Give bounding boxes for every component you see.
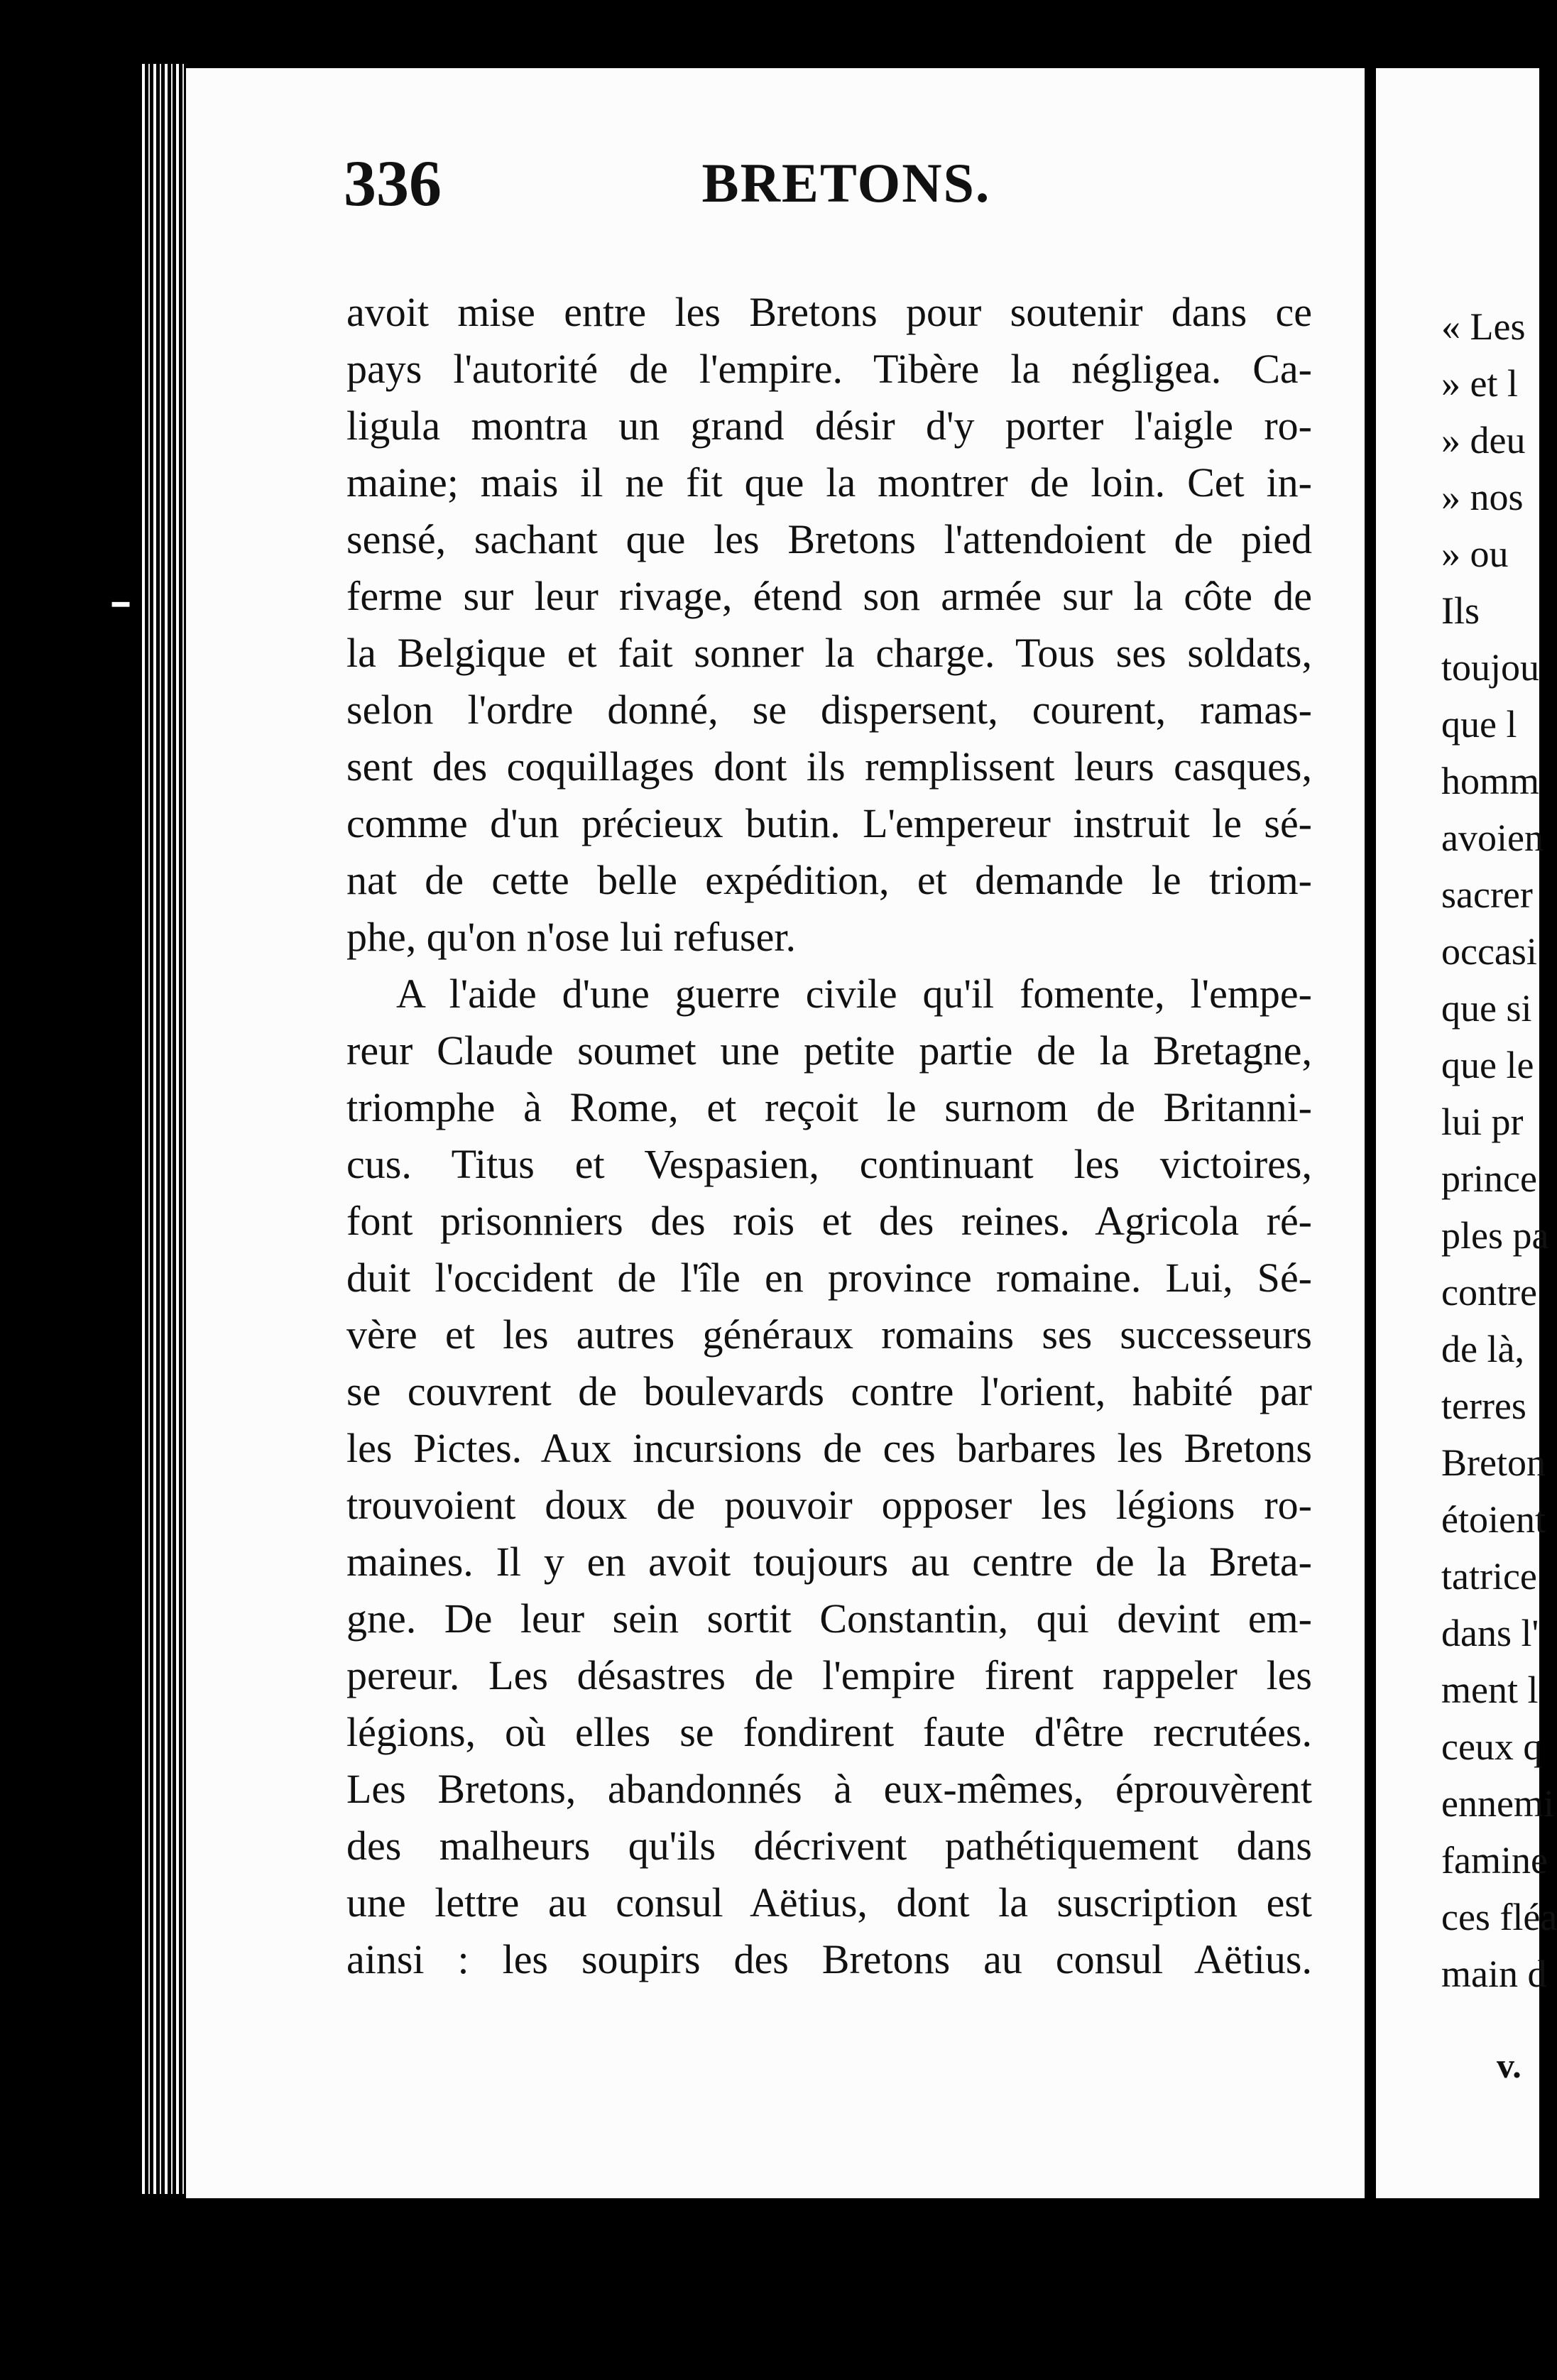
right-page-text [1441,298,1557,2002]
text-line: maines. Il y en avoit toujours au centre de la Breta- [346,1539,1312,1585]
right-text-line: sacrer [1441,873,1533,916]
text-line: avoit mise entre les Bretons pour soutenir dans ce [346,289,1312,335]
text-line: comme d'un précieux butin. L'empereur instruit le sé- [346,800,1312,846]
text-line: maine; mais il ne fit que la montrer de loin. Cet in- [346,459,1312,506]
text-line: trouvoient doux de pouvoir opposer les légions ro- [346,1482,1312,1528]
right-text-line: contre [1441,1271,1537,1314]
text-line: pays l'autorité de l'empire. Tibère la négligea. Ca- [346,346,1312,392]
right-text-line: ceux q [1441,1725,1543,1768]
right-text-line: » nos [1441,476,1524,518]
text-line: font prisonniers des rois et des reines. Agricola ré- [346,1198,1312,1244]
text-line: se couvrent de boulevards contre l'orient, habité par [346,1368,1312,1414]
text-line: nat de cette belle expédition, et demande le triom- [346,857,1312,903]
gutter-mark: ━ [112,589,130,621]
text-line: ligula montra un grand désir d'y porter l'aigle ro- [346,403,1312,449]
text-line: des malheurs qu'ils décrivent pathétiquement dans [346,1823,1312,1869]
right-text-line: ennemi [1441,1782,1554,1825]
text-line: ainsi : les soupirs des Bretons au consul Aëtius. [346,1936,1312,1982]
signature-mark: v. [1497,2046,1522,2085]
right-text-line: famine [1441,1839,1548,1882]
text-line: Les Bretons, abandonnés à eux-mêmes, éprouvèrent [346,1766,1312,1812]
right-text-line: tatrice [1441,1555,1537,1598]
right-text-line: dans l' [1441,1612,1539,1654]
right-text-line: avoien [1441,817,1544,859]
text-line: les Pictes. Aux incursions de ces barbares les Bretons [346,1425,1312,1471]
text-line: pereur. Les désastres de l'empire firent rappeler les [346,1652,1312,1698]
right-text-line: occasi [1441,930,1537,973]
text-line: légions, où elles se fondirent faute d'être recrutées. [346,1709,1312,1755]
right-text-line: homm [1441,760,1540,802]
right-text-line: « Les [1441,305,1526,348]
text-line: triomphe à Rome, et reçoit le surnom de Britanni- [346,1084,1312,1130]
right-text-line: prince [1441,1157,1537,1200]
right-text-line: ples pa [1441,1214,1549,1257]
right-text-line: main d [1441,1953,1547,1995]
right-text-line: terres [1441,1385,1526,1427]
right-text-line: lui pr [1441,1101,1524,1143]
page-title: BRETONS. [701,152,991,214]
text-line: vère et les autres généraux romains ses successeurs [346,1311,1312,1358]
text-line: sensé, sachant que les Bretons l'attendoient de pied [346,516,1312,562]
right-text-line: que l [1441,703,1517,746]
right-text-line: de là, [1441,1328,1524,1370]
text-line: la Belgique et fait sonner la charge. Tous ses soldats, [346,630,1312,676]
text-line: sent des coquillages dont ils remplissent leurs casques, [346,743,1312,790]
right-text-line: Ils [1441,589,1480,632]
text-line: gne. De leur sein sortit Constantin, qui devint em- [346,1595,1312,1642]
right-text-line: étoient [1441,1498,1546,1541]
right-text-line: » ou [1441,533,1509,575]
right-text-line: » et l [1441,362,1518,405]
running-head [158,141,1308,226]
text-line: ferme sur leur rivage, étend son armée sur la côte de [346,573,1312,619]
right-text-line: » deu [1441,419,1526,462]
page-number: 336 [344,147,442,219]
right-text-line: que le [1441,1044,1534,1086]
right-text-line: ces fléa [1441,1896,1557,1938]
text-line: reur Claude soumet une petite partie de la Bretagne, [346,1027,1312,1074]
text-line: duit l'occident de l'île en province romaine. Lui, Sé- [346,1255,1312,1301]
text-line: phe, qu'on n'ose lui refuser. [346,914,796,960]
right-text-line: toujou [1441,646,1540,689]
book-gutter [142,64,186,2194]
right-text-line: que si [1441,987,1532,1030]
text-line: cus. Titus et Vespasien, continuant les victoires, [346,1141,1312,1187]
text-line: A l'aide d'une guerre civile qu'il fomente, l'empe- [396,971,1312,1017]
body-text [346,284,1312,1988]
right-text-line: ment l [1441,1669,1539,1711]
text-line: selon l'ordre donné, se dispersent, courent, ramas- [346,687,1312,733]
text-line: une lettre au consul Aëtius, dont la suscription est [346,1879,1312,1926]
right-text-line: Breton [1441,1441,1546,1484]
